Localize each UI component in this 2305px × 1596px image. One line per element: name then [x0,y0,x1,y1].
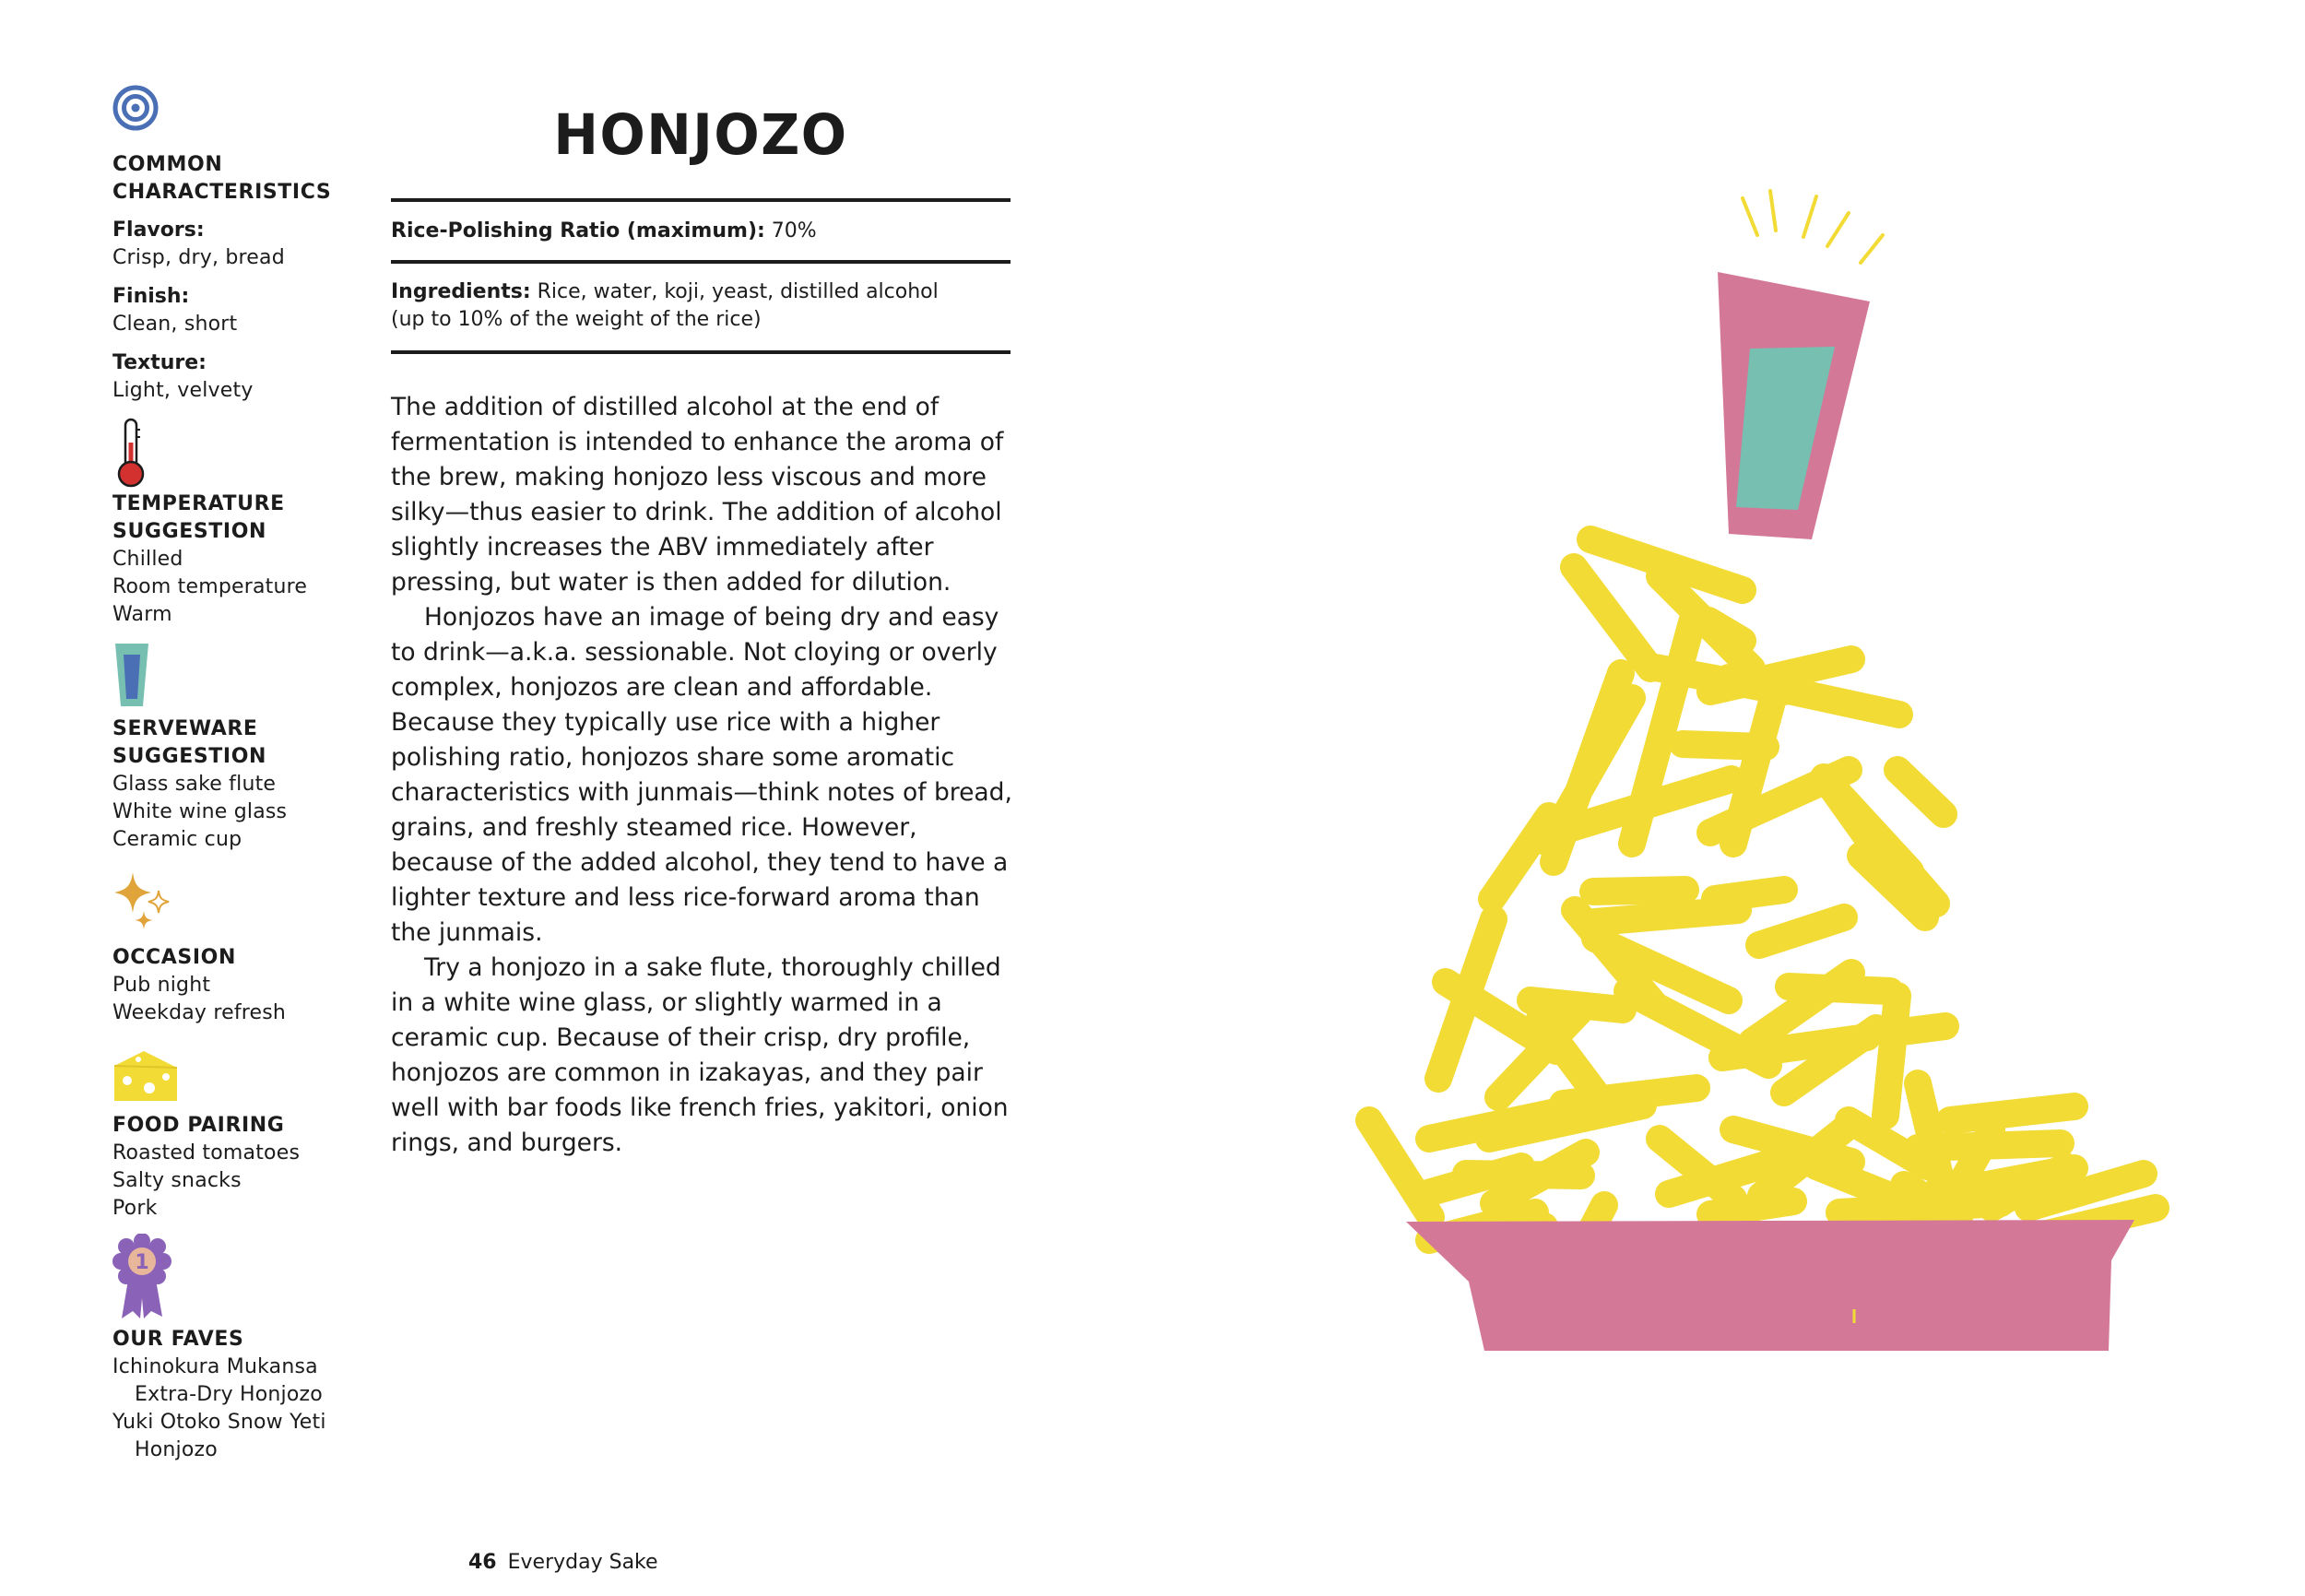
texture-value: Light, velvety [112,379,254,402]
rule-bottom [391,350,1011,354]
shine-line [1743,198,1757,235]
ingredients-value: Rice, water, koji, yeast, distilled alcohol [530,280,939,303]
fave-1-line-2: Extra-Dry Honjozo [135,1383,323,1406]
fry-stick [1492,816,1549,899]
faves-list [112,1354,326,1464]
fry-stick [1897,770,1944,814]
fave-2-line-2: Honjozo [135,1438,218,1461]
paragraph-1: The addition of distilled alcohol at the end of fermentation is intended to enhance the aroma of the brew, making honjozo less viscous and more silky—thus easier to drink. The addition of alcohol slightly increases the ABV immediately after pressing, but water is then added for dilution. [391,393,1004,597]
fry-stick [1593,890,1685,892]
finish-label: Finish: [112,285,190,308]
rice-polishing-spec [391,218,1011,245]
occasion-heading: OCCASION [112,946,236,969]
occasion-pub-night: Pub night [112,974,211,997]
ingredients-value-line-2: (up to 10% of the weight of the rice) [391,308,762,331]
page-title: HONJOZO [553,101,848,168]
shine-line [1770,191,1776,231]
fave-1-line-1: Ichinokura Mukansa [112,1355,318,1378]
food-pork: Pork [112,1197,158,1220]
cheese-icon [112,1049,179,1105]
temperature-chilled: Chilled [112,548,183,571]
food-list [112,1140,300,1223]
characteristics-list [112,217,285,405]
page-footer [468,1549,658,1577]
shine-lines [1743,191,1883,263]
glass-icon [112,642,151,708]
ingredients-label: Ingredients: [391,280,531,303]
serveware-list [112,771,287,854]
target-icon [112,85,159,131]
shine-line [1861,235,1883,263]
rule-middle [391,260,1011,264]
book-title: Everyday Sake [507,1551,658,1574]
food-heading: FOOD PAIRING [112,1114,285,1137]
occasion-weekday: Weekday refresh [112,1001,287,1024]
serveware-heading: SERVEWARE SUGGESTION [112,717,267,768]
body-text [391,390,1014,1161]
faves-heading: OUR FAVES [112,1328,244,1351]
temperature-room: Room temperature [112,575,308,598]
fry-stick [1595,910,1738,922]
food-tomatoes: Roasted tomatoes [112,1141,301,1164]
flavors-label: Flavors: [112,219,205,242]
serveware-wine-glass: White wine glass [112,800,288,823]
fry-stick [1759,917,1844,945]
finish-value: Clean, short [112,313,238,336]
sparkle-icon [112,870,173,935]
shine-line [1803,196,1816,237]
fry-stick [1885,996,1897,1116]
ribbon-icon [112,1234,171,1320]
food-snacks: Salty snacks [112,1169,242,1192]
fry-stick [1574,567,1650,668]
paragraph-2: Honjozos have an image of being dry and easy to drink—a.k.a. sessionable. Not cloying or overly complex, honjozos are clean and affordable. Because they typically use rice with a higher polishing ratio, honjozos share some aromatic characteristics with junmais—think notes of bread, grains, and freshly steamed rice. However, because of the added alcohol, they tend to have a lighter texture and less rice-forward aroma than the junmais. [391,603,1012,947]
page-number: 46 [468,1551,497,1574]
bottle-cap [1718,272,1870,539]
thermometer-icon [112,417,149,489]
ingredients-spec [391,278,1011,334]
characteristics-heading: COMMON CHARACTERISTICS [112,153,332,204]
rule-top [391,198,1011,202]
occasion-list [112,972,286,1027]
serveware-flute: Glass sake flute [112,773,277,796]
bowl [1406,1220,2134,1351]
temperature-list [112,546,307,629]
paragraph-3: Try a honjozo in a sake flute, thoroughly chilled in a white wine glass, or slightly warmed in a ceramic cup. Because of their crisp, dry profile, honjozos are common in izakayas, and they pair well with bar foods like french fries, yakitori, onion rings, and burgers. [391,953,1009,1157]
flavors-value: Crisp, dry, bread [112,246,285,269]
fave-2-line-1: Yuki Otoko Snow Yeti [112,1411,326,1434]
texture-label: Texture: [112,351,207,374]
ribbon-badge-number: 1 [135,1251,149,1274]
fries-bottle-illustration [1346,180,2213,1378]
temperature-heading: TEMPERATURE SUGGESTION [112,492,285,543]
shine-line [1827,213,1849,246]
fry-stick [1708,621,1743,641]
serveware-ceramic-cup: Ceramic cup [112,828,242,851]
rice-polishing-value: 70% [764,219,817,242]
rice-polishing-label: Rice-Polishing Ratio (maximum): [391,219,765,242]
temperature-warm: Warm [112,603,172,626]
fry-stick [1895,1026,1945,1033]
fry-stick [1789,987,1890,991]
fries-pile [1369,539,2156,1263]
fry-stick [1950,1106,2074,1120]
